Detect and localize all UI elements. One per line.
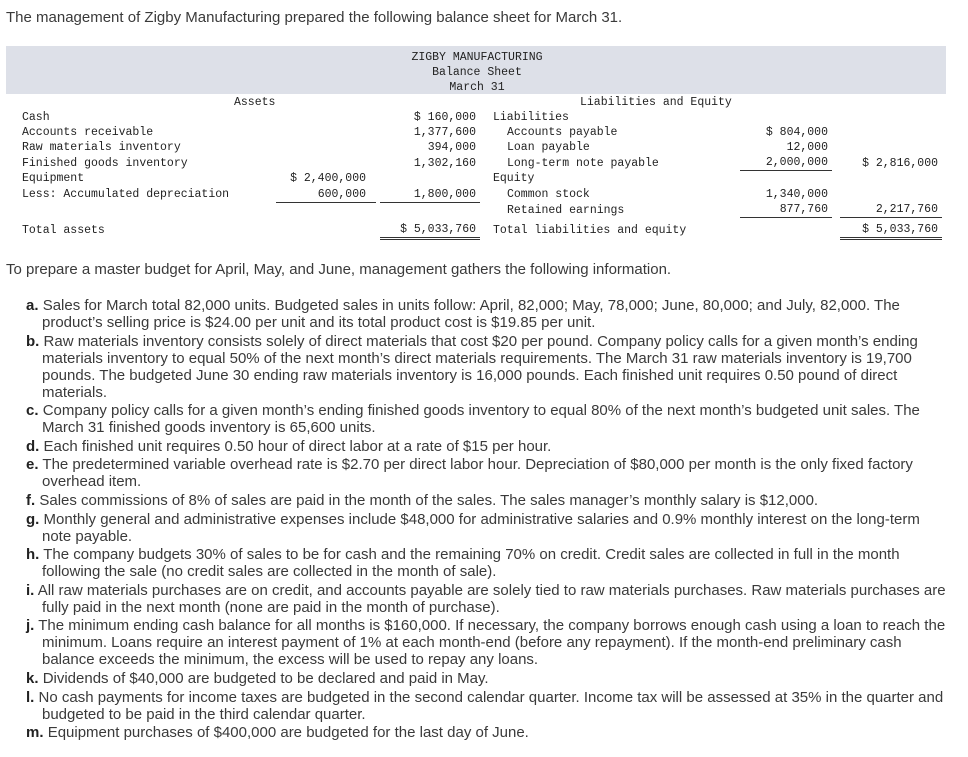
item-text: Equipment purchases of $400,000 are budgeted for the last day of June. (47, 724, 529, 742)
net-equipment-amount: 1,800,000 (380, 187, 480, 203)
item-text: Monthly general and administrative expenses include $48,000 for administrative salaries and 0.9% monthly interest on the long-term note payable. (42, 510, 920, 545)
item-letter: c. (26, 402, 39, 420)
item-letter: a. (26, 297, 39, 314)
list-item (26, 617, 948, 668)
asset-label: Cash (22, 111, 50, 124)
asset-label: Finished goods inventory (22, 157, 188, 170)
liability-amount: 2,000,000 (740, 155, 832, 171)
list-item (26, 333, 948, 401)
item-text: Company policy calls for a given month’s ending finished goods inventory to equal 80% of the next month’s budgeted unit sales. The March 31 finished goods inventory is 65,600 units. (42, 402, 920, 437)
item-text: Dividends of $40,000 are budgeted to be declared and paid in May. (42, 669, 489, 687)
item-letter: h. (26, 546, 40, 564)
asset-amount: $ 160,000 (413, 111, 476, 124)
asset-amount: 1,302,160 (413, 157, 476, 170)
list-item (26, 297, 948, 331)
statement-title: Balance Sheet (432, 66, 522, 79)
equity-item-label: Common stock (507, 188, 590, 201)
item-text: The company budgets 30% of sales to be for cash and the remaining 70% on credit. Credit sales are collected in full in the month following the sale (no credit sales are collected in the month of sale). (42, 546, 900, 581)
total-liabilities-equity-label: Total liabilities and equity (493, 224, 687, 237)
list-item (26, 670, 948, 687)
total-assets-label: Total assets (22, 224, 105, 237)
list-item (26, 492, 948, 509)
item-text: The minimum ending cash balance for all months is $160,000. If necessary, the company borrows enough cash using a loan to reach the minimum. Loans require an interest payment of 1% at each month-end (before any repayment). If the month-end preliminary cash balance exceeds the minimum, the excess will be used to repay any loans. (38, 617, 946, 669)
total-equity-amount: 2,217,760 (840, 202, 942, 218)
liabilities-label: Liabilities (493, 111, 569, 124)
total-liabilities-equity-amount: $ 5,033,760 (840, 222, 942, 240)
asset-label: Raw materials inventory (22, 141, 181, 154)
liability-amount: 12,000 (786, 141, 828, 154)
item-letter: j. (26, 617, 35, 635)
item-letter: e. (26, 456, 39, 474)
equity-item-amount: 877,760 (740, 202, 832, 218)
liability-label: Loan payable (507, 141, 590, 154)
information-list (26, 297, 948, 743)
item-letter: m. (26, 724, 44, 742)
list-item (26, 546, 948, 580)
statement-date: March 31 (449, 81, 505, 94)
list-item (26, 438, 948, 455)
equipment-amount: $ 2,400,000 (290, 172, 366, 185)
list-item (26, 582, 948, 616)
asset-amount: 394,000 (427, 141, 476, 154)
item-text: Sales for March total 82,000 units. Budgeted sales in units follow: April, 82,000; May, 78,000; June, 80,000; and July, 82,000. The product’s selling price is $24.00 per unit and its total product cost is $19.85 per unit. (42, 297, 900, 331)
liability-label: Accounts payable (507, 126, 618, 139)
list-item (26, 689, 948, 723)
liability-label: Long-term note payable (507, 157, 659, 170)
item-letter: g. (26, 510, 40, 528)
item-letter: d. (26, 437, 40, 455)
accumulated-depreciation-amount: 600,000 (276, 187, 376, 203)
item-letter: l. (26, 688, 35, 706)
company-name: ZIGBY MANUFACTURING (411, 51, 543, 64)
liabilities-equity-heading: Liabilities and Equity (580, 96, 732, 109)
list-item (26, 456, 948, 490)
prepare-text: To prepare a master budget for April, May, and June, management gathers the following information. (6, 261, 672, 278)
item-text: No cash payments for income taxes are budgeted in the second calendar quarter. Income tax will be assessed at 35% in the quarter and budgeted to be paid in the third calendar quarter. (38, 688, 944, 723)
total-liabilities-amount: $ 2,816,000 (862, 157, 938, 170)
total-assets-amount: $ 5,033,760 (380, 222, 480, 240)
item-letter: i. (26, 581, 35, 599)
asset-amount: 1,377,600 (413, 126, 476, 139)
asset-label: Equipment (22, 172, 85, 185)
asset-label: Less: Accumulated depreciation (22, 188, 230, 201)
intro-text: The management of Zigby Manufacturing prepared the following balance sheet for March 31. (6, 9, 623, 26)
item-text: Each finished unit requires 0.50 hour of direct labor at a rate of $15 per hour. (43, 437, 552, 455)
list-item (26, 724, 948, 741)
item-letter: b. (26, 332, 40, 350)
assets-heading: Assets (234, 96, 276, 109)
item-text: Raw materials inventory consists solely of direct materials that cost $20 per pound. Company policy calls for a given month’s ending materials inventory to equal 50% of the next month’s direct materials requirements. The March 31 raw materials inventory is 19,700 pounds. The budgeted June 30 ending raw materials inventory is 16,000 pounds. Each finished unit requires 0.50 pound of direct materials. (42, 332, 918, 401)
equity-label: Equity (493, 172, 535, 185)
asset-label: Accounts receivable (22, 126, 154, 139)
item-text: The predetermined variable overhead rate is $2.70 per direct labor hour. Depreciation of $80,000 per month is the only fixed factory overhead item. (42, 456, 913, 491)
item-letter: k. (26, 669, 39, 687)
equity-item-amount: 1,340,000 (765, 188, 828, 201)
list-item (26, 402, 948, 436)
item-text: Sales commissions of 8% of sales are paid in the month of the sales. The sales manager’s monthly salary is $12,000. (39, 491, 819, 509)
equity-item-label: Retained earnings (507, 204, 625, 217)
item-letter: f. (26, 491, 36, 509)
item-text: All raw materials purchases are on credit, and accounts payable are solely tied to raw materials purchases. Raw materials purchases are fully paid in the next month (none are paid in the month of purchase). (37, 581, 946, 616)
list-item (26, 511, 948, 545)
liability-amount: $ 804,000 (765, 126, 828, 139)
